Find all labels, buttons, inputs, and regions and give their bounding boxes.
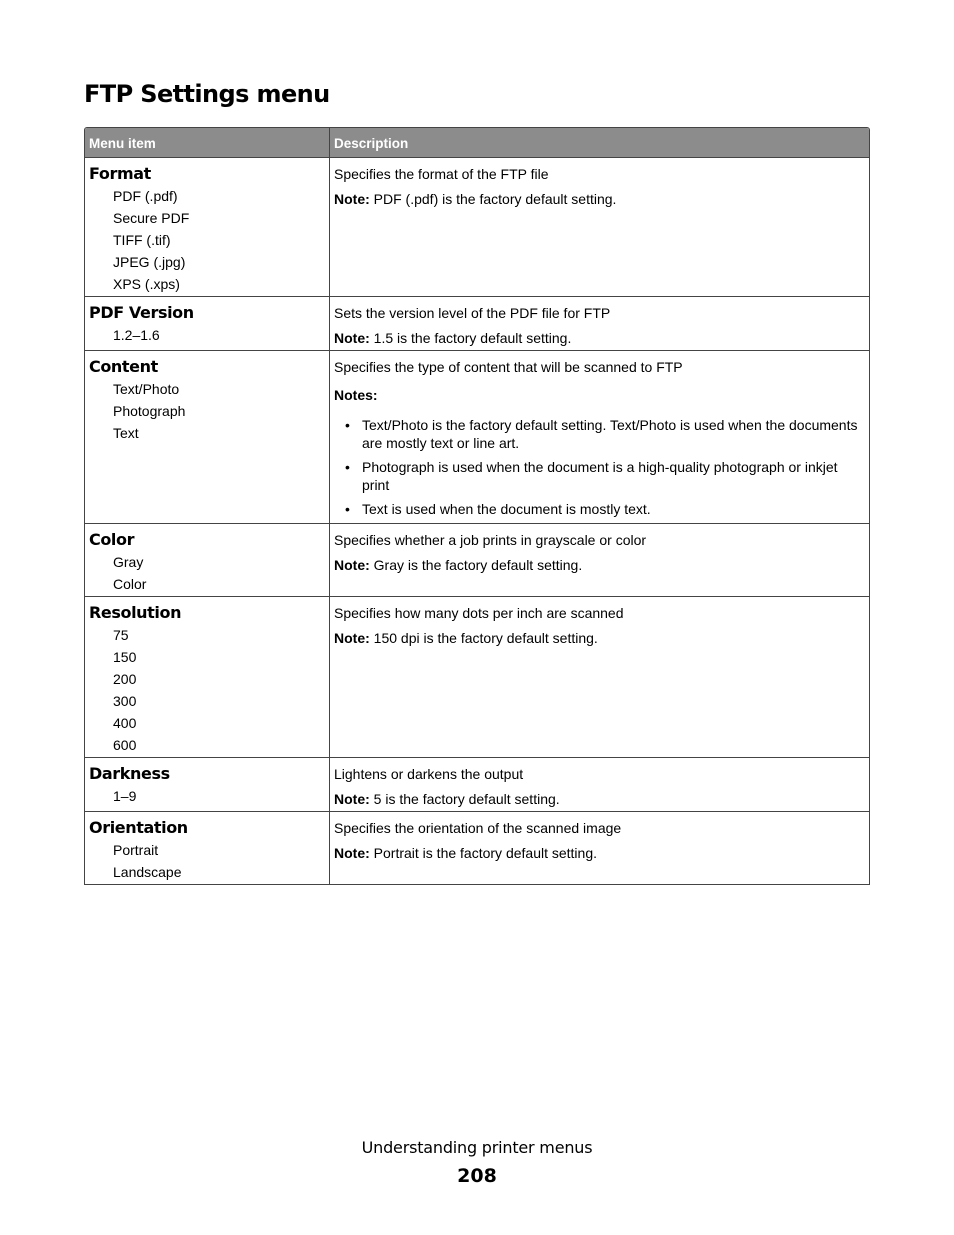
- footer-section-title: Understanding printer menus: [361, 1138, 593, 1157]
- description-cell: [330, 758, 869, 811]
- table-row: [85, 811, 869, 884]
- table-row: [85, 296, 869, 350]
- description-text: Sets the version level of the PDF file for FTP: [334, 305, 611, 321]
- page-number: 208: [457, 1165, 497, 1187]
- menu-item-title: Format: [89, 164, 151, 183]
- list-item: • Photograph is used when the document is a high-quality photograph or inkjet print: [334, 458, 865, 494]
- description-text: Specifies whether a job prints in grayscale or color: [334, 532, 647, 548]
- description-cell: [330, 812, 869, 884]
- note-label: Note:: [334, 845, 370, 861]
- menu-item-cell: [85, 351, 330, 523]
- settings-table: [84, 127, 870, 885]
- note: [334, 844, 865, 869]
- description-cell: [330, 351, 869, 523]
- note-text: Portrait is the factory default setting.: [369, 845, 598, 861]
- description-text: Specifies how many dots per inch are scanned: [334, 605, 624, 621]
- menu-item-title: Darkness: [89, 764, 170, 783]
- description-column-header: Description: [334, 136, 409, 151]
- note-text: PDF (.pdf) is the factory default setting.: [369, 191, 617, 207]
- table-header: [85, 128, 869, 157]
- menu-item-title: Orientation: [89, 818, 188, 837]
- description-cell: [330, 158, 869, 296]
- description-text: Specifies the orientation of the scanned image: [334, 820, 622, 836]
- menu-item-cell: [85, 758, 330, 811]
- menu-option: 75: [113, 627, 129, 643]
- menu-option: PDF (.pdf): [113, 188, 178, 204]
- note-text: 150 dpi is the factory default setting.: [369, 630, 598, 646]
- description-cell: [330, 524, 869, 596]
- description-cell: [330, 597, 869, 757]
- note-label: Note:: [334, 630, 370, 646]
- menu-option: 200: [113, 671, 137, 687]
- menu-option: 600: [113, 737, 137, 753]
- note: [334, 629, 865, 654]
- note: [334, 190, 865, 215]
- menu-item-title: Color: [89, 530, 135, 549]
- menu-option: 300: [113, 693, 137, 709]
- list-item: • Text/Photo is the factory default setting. Text/Photo is used when the documents are mostly text or line art.: [334, 416, 865, 452]
- menu-item-cell: [85, 812, 330, 884]
- description-cell: [330, 297, 869, 350]
- menu-option: 1–9: [113, 788, 137, 804]
- menu-option: XPS (.xps): [113, 276, 180, 292]
- menu-option: Portrait: [113, 842, 159, 858]
- menu-item-cell: [85, 597, 330, 757]
- menu-option: Landscape: [113, 864, 182, 880]
- menu-option: Text/Photo: [113, 381, 180, 397]
- menu-item-title: PDF Version: [89, 303, 194, 322]
- note-label: Note:: [334, 191, 370, 207]
- description-text: Specifies the type of content that will be scanned to FTP: [334, 359, 683, 375]
- notes-label: Notes:: [334, 387, 378, 403]
- table-row: [85, 596, 869, 757]
- menu-option: TIFF (.tif): [113, 232, 171, 248]
- menu-option: Secure PDF: [113, 210, 190, 226]
- menu-option: 400: [113, 715, 137, 731]
- table-row: [85, 350, 869, 523]
- menu-item-cell: [85, 524, 330, 596]
- note-label: Note:: [334, 330, 370, 346]
- list-item: • Text is used when the document is mostly text.: [334, 500, 865, 518]
- note-text: 1.5 is the factory default setting.: [369, 330, 572, 346]
- description-text: Specifies the format of the FTP file: [334, 166, 549, 182]
- page-title: FTP Settings menu: [84, 80, 330, 108]
- table-row: [85, 757, 869, 811]
- menu-item-title: Resolution: [89, 603, 182, 622]
- menu-option: Color: [113, 576, 147, 592]
- menu-option: Gray: [113, 554, 144, 570]
- description-text: Lightens or darkens the output: [334, 766, 524, 782]
- note-text: Gray is the factory default setting.: [369, 557, 583, 573]
- table-row: [85, 157, 869, 296]
- menu-option: Photograph: [113, 403, 186, 419]
- menu-item-title: Content: [89, 357, 158, 376]
- note-text: 5 is the factory default setting.: [369, 791, 560, 807]
- menu-option: 1.2–1.6: [113, 327, 160, 343]
- notes-list: [334, 416, 865, 518]
- menu-option: Text: [113, 425, 139, 441]
- menu-item-column-header: Menu item: [85, 128, 330, 157]
- menu-item-cell: [85, 297, 330, 350]
- note: [334, 556, 865, 581]
- menu-option: JPEG (.jpg): [113, 254, 186, 270]
- note-label: Note:: [334, 791, 370, 807]
- table-row: [85, 523, 869, 596]
- menu-option: 150: [113, 649, 137, 665]
- note-label: Note:: [334, 557, 370, 573]
- menu-item-cell: [85, 158, 330, 296]
